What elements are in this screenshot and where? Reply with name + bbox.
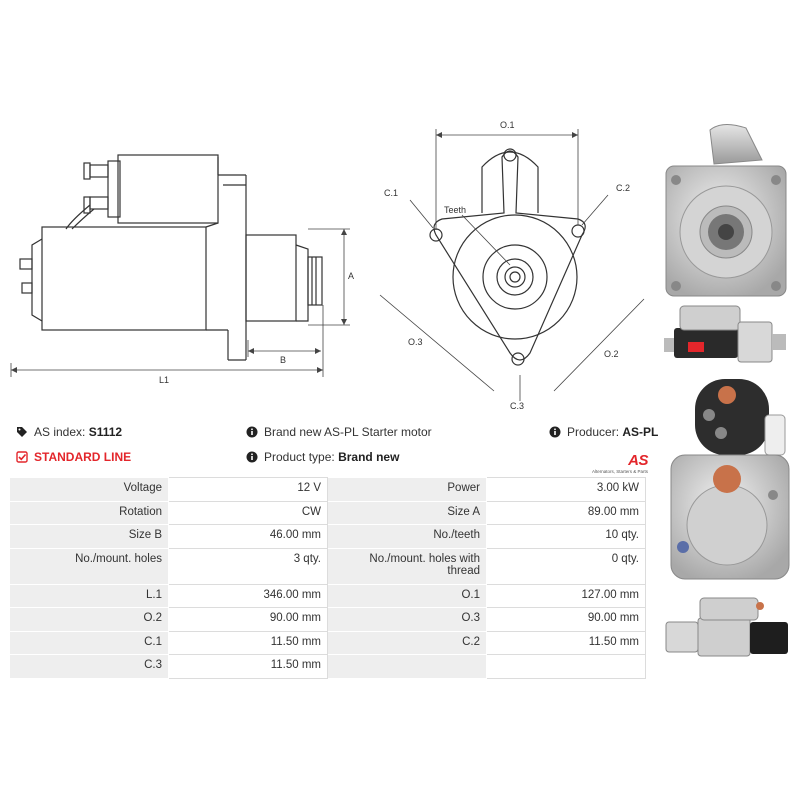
photo-front-view[interactable] (662, 120, 792, 300)
dim-b-label: B (280, 355, 287, 365)
spec-label: No./teeth (328, 525, 487, 549)
spec-value: 11.50 mm (169, 631, 328, 655)
description-row (246, 425, 432, 439)
dim-a-label: A (348, 271, 355, 281)
product-photo-rear (665, 375, 795, 590)
product-type-label: Product type: (264, 450, 335, 464)
front-view-drawing (370, 115, 660, 415)
brand-tagline: Alternators, Starters & Parts (591, 469, 648, 474)
side-view-svg (8, 145, 358, 390)
table-row (10, 548, 646, 584)
producer-row (549, 425, 658, 439)
spec-value: 11.50 mm (487, 631, 646, 655)
check-square-icon (16, 451, 28, 463)
spec-value: 3.00 kW (487, 478, 646, 502)
info-icon (246, 451, 258, 463)
brand-logo: AS (628, 452, 648, 469)
spec-value: 0 qty. (487, 548, 646, 584)
product-type-value: Brand new (338, 450, 400, 464)
table-row (10, 501, 646, 525)
spec-value: 10 qty. (487, 525, 646, 549)
spec-value (487, 655, 646, 679)
table-row (10, 525, 646, 549)
spec-label: O.3 (328, 608, 487, 632)
spec-label: Power (328, 478, 487, 502)
standard-line-row (16, 450, 131, 464)
front-view-svg (370, 115, 660, 415)
spec-label: L.1 (10, 584, 169, 608)
dim-o1-label: O.1 (500, 120, 515, 130)
info-icon (549, 426, 561, 438)
spec-value: CW (169, 501, 328, 525)
spec-value: 46.00 mm (169, 525, 328, 549)
spec-label: O.1 (328, 584, 487, 608)
dim-o2-label: O.2 (604, 349, 619, 359)
producer-label: Producer: (567, 425, 620, 439)
tag-icon (16, 426, 28, 438)
spec-label (328, 655, 487, 679)
spec-label: C.1 (10, 631, 169, 655)
spec-value: 90.00 mm (487, 608, 646, 632)
spec-value: 3 qty. (169, 548, 328, 584)
dim-c3-label: C.3 (510, 401, 525, 411)
spec-value: 11.50 mm (169, 655, 328, 679)
spec-label: O.2 (10, 608, 169, 632)
photo-rear-view[interactable] (665, 375, 795, 590)
spec-label: C.3 (10, 655, 169, 679)
table-row (10, 584, 646, 608)
spec-value: 90.00 mm (169, 608, 328, 632)
photo-side-view-small[interactable] (660, 298, 795, 366)
spec-label: Voltage (10, 478, 169, 502)
producer-value: AS-PL (622, 425, 659, 439)
table-row (10, 655, 646, 679)
product-type-row (246, 450, 399, 464)
spec-label: C.2 (328, 631, 487, 655)
dim-c1-label: C.1 (384, 188, 399, 198)
spec-label: No./mount. holes (10, 548, 169, 584)
as-index-value: S1112 (88, 425, 123, 439)
dim-teeth-label: Teeth (444, 205, 467, 215)
specs-table (9, 477, 646, 679)
side-view-drawing (8, 145, 358, 390)
spec-label: Size A (328, 501, 487, 525)
as-index-label: AS index: (34, 425, 86, 439)
dim-l1-label: L1 (159, 375, 170, 385)
table-row (10, 631, 646, 655)
product-photo-front (662, 120, 792, 300)
spec-value: 346.00 mm (169, 584, 328, 608)
spec-label: Rotation (10, 501, 169, 525)
spec-label: No./mount. holes with thread (328, 548, 487, 584)
photo-side-view-large[interactable] (660, 592, 795, 662)
spec-value: 89.00 mm (487, 501, 646, 525)
description-text: Brand new AS-PL Starter motor (264, 425, 432, 439)
spec-label: Size B (10, 525, 169, 549)
product-photo-side-small (660, 298, 795, 366)
table-row (10, 478, 646, 502)
spec-value: 12 V (169, 478, 328, 502)
dim-c2-label: C.2 (616, 183, 631, 193)
brand-logo-block (586, 452, 648, 474)
standard-line-label: STANDARD LINE (34, 450, 132, 464)
dim-o3-label: O.3 (408, 337, 423, 347)
spec-value: 127.00 mm (487, 584, 646, 608)
info-icon (246, 426, 258, 438)
table-row (10, 608, 646, 632)
product-photo-side-large (660, 592, 795, 662)
as-index-row (16, 425, 122, 439)
